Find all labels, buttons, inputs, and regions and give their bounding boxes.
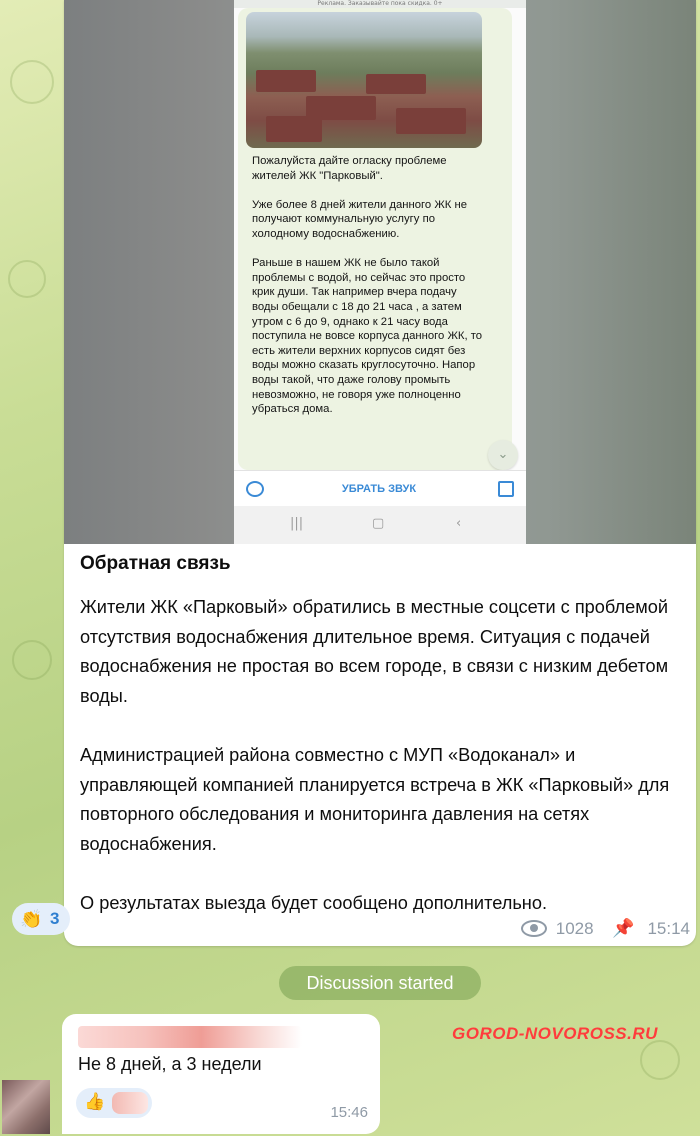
channel-post xyxy=(64,0,696,946)
discussion-started-label: Discussion started xyxy=(279,966,481,1000)
post-paragraph: Жители ЖК «Парковый» обратились в местные соцсети с проблемой отсутствия водоснабжения длительное время. Ситуация с подачей водоснабжения не простая во всем городе, в связи с низким дебетом воды. xyxy=(80,597,669,706)
clap-icon: 👏 xyxy=(20,909,43,929)
android-navbar xyxy=(234,506,526,544)
pin-icon: 📌 xyxy=(612,918,635,939)
site-watermark: GOROD-NOVOROSS.RU xyxy=(452,1024,658,1043)
embedded-message-text: Пожалуйста дайте огласку проблеме жителей ЖК "Парковый". Уже более 8 дней жители данного ЖК не получают коммунальную услугу по холодному водоснабжению. Раньше в нашем ЖК не было такой проблемы с водой, но сейчас это просто крик души. Так например вчера подачу воды обещали с 18 до 21 часа , а затем утром с 6 до 9, однако к 21 часу вода поступила не вовсе корпуса данного ЖК, то есть жители верхних корпусов сидят без воды можно сказать круглосуточно. Напор воды такой, что даже голову промыть невозможно, не говоря уже полноценно убраться дома. xyxy=(252,155,483,416)
post-reaction-button[interactable] xyxy=(12,903,70,935)
thumbs-up-icon: 👍 xyxy=(84,1092,106,1112)
post-paragraph: Администрацией района совместно с МУП «Водоканал» и управляющей компанией планируется встреча в ЖК «Парковый» для повторного обследования и мониторинга давления на сетях водоснабжения. xyxy=(80,745,670,854)
home-icon[interactable]: ▢ xyxy=(372,516,385,531)
post-paragraph: О результатах выезда будет сообщено дополнительно. xyxy=(80,893,548,913)
comment-icon[interactable] xyxy=(246,481,264,497)
reaction-count: 3 xyxy=(50,909,60,928)
reply-time: 15:46 xyxy=(330,1104,368,1121)
eye-icon xyxy=(521,920,547,937)
recent-apps-icon[interactable]: ||| xyxy=(290,516,304,531)
chevron-down-icon[interactable]: ⌄ xyxy=(488,440,518,470)
background-doodle xyxy=(10,60,54,104)
mute-button[interactable]: УБРАТЬ ЗВУК xyxy=(341,483,417,495)
sender-name-blurred[interactable] xyxy=(78,1026,302,1048)
view-count: 1028 xyxy=(555,918,594,938)
embedded-bottom-bar xyxy=(234,470,526,507)
background-doodle xyxy=(640,1040,680,1080)
back-icon[interactable]: ‹ xyxy=(456,516,462,531)
post-body xyxy=(80,553,690,946)
reply-reaction-button[interactable] xyxy=(76,1088,152,1118)
post-title: Обратная связь xyxy=(80,553,231,574)
reply-text: Не 8 дней, а 3 недели xyxy=(78,1054,262,1074)
reactor-avatar-blurred xyxy=(112,1092,148,1114)
ad-banner: Реклама. Заказывайте пока скидка. 0+ xyxy=(234,0,526,8)
background-doodle xyxy=(12,640,52,680)
post-time: 15:14 xyxy=(647,918,690,938)
gift-icon[interactable] xyxy=(498,481,514,497)
background-doodle xyxy=(8,260,46,298)
embedded-phone-screenshot xyxy=(234,0,526,544)
residential-complex-photo xyxy=(246,12,482,148)
post-meta xyxy=(521,918,690,939)
embedded-message-bubble xyxy=(238,8,512,470)
avatar[interactable] xyxy=(2,1080,50,1134)
reply-message xyxy=(62,1014,380,1134)
post-media-screenshot[interactable] xyxy=(64,0,696,544)
